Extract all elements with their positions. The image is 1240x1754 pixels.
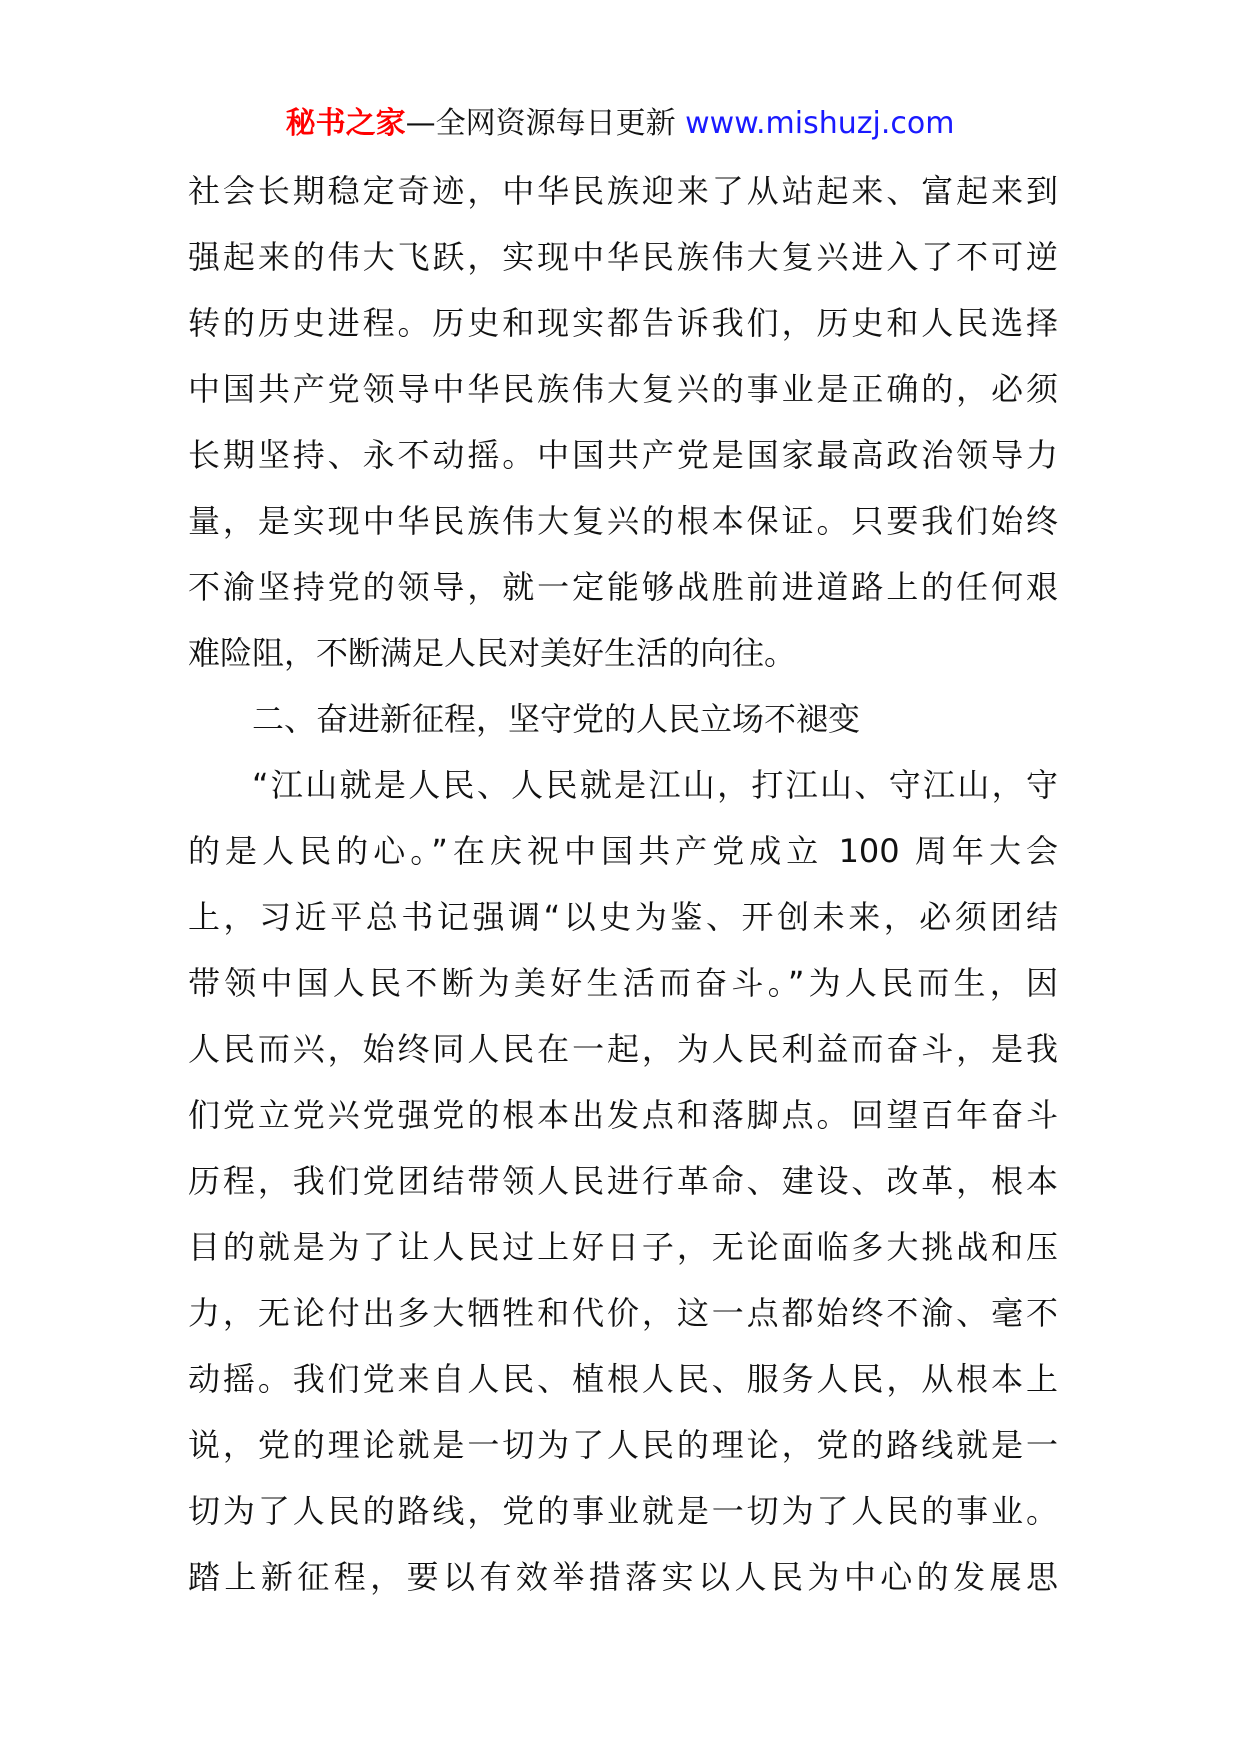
body-line: 带领中国人民不断为美好生活而奋斗。”为人民而生，因 xyxy=(188,964,1058,1002)
body-line: 踏上新征程，要以有效举措落实以人民为中心的发展思 xyxy=(188,1558,1058,1596)
body-line: 量，是实现中华民族伟大复兴的根本保证。只要我们始终 xyxy=(188,502,1058,540)
body-line: 社会长期稳定奇迹，中华民族迎来了从站起来、富起来到 xyxy=(188,172,1058,210)
body-line: 切为了人民的路线，党的事业就是一切为了人民的事业。 xyxy=(188,1492,1058,1530)
body-line: “江山就是人民、人民就是江山，打江山、守江山，守 xyxy=(252,766,1058,804)
body-line: 力，无论付出多大牺牲和代价，这一点都始终不渝、毫不 xyxy=(188,1294,1058,1332)
body-line: 历程，我们党团结带领人民进行革命、建设、改革，根本 xyxy=(188,1162,1058,1200)
body-line: 动摇。我们党来自人民、植根人民、服务人民，从根本上 xyxy=(188,1360,1058,1398)
body-line: 们党立党兴党强党的根本出发点和落脚点。回望百年奋斗 xyxy=(188,1096,1058,1134)
header-url-link[interactable]: www.mishuzj.com xyxy=(685,106,955,141)
header-tagline: —全网资源每日更新 xyxy=(405,106,676,141)
body-line: 中国共产党领导中华民族伟大复兴的事业是正确的，必须 xyxy=(188,370,1058,408)
body-line: 不渝坚持党的领导，就一定能够战胜前进道路上的任何艰 xyxy=(188,568,1058,606)
body-line: 人民而兴，始终同人民在一起，为人民利益而奋斗，是我 xyxy=(188,1030,1058,1068)
body-line: 强起来的伟大飞跃，实现中华民族伟大复兴进入了不可逆 xyxy=(188,238,1058,276)
body-line: 的是人民的心。”在庆祝中国共产党成立 100 周年大会 xyxy=(188,832,1058,870)
body-line: 长期坚持、永不动摇。中国共产党是国家最高政治领导力 xyxy=(188,436,1058,474)
header-brand: 秘书之家 xyxy=(285,106,406,141)
body-line: 难险阻，不断满足人民对美好生活的向往。 xyxy=(188,634,797,672)
document-body xyxy=(188,158,1058,1610)
page-header xyxy=(0,104,1240,144)
section-heading: 二、奋进新征程，坚守党的人民立场不褪变 xyxy=(252,700,861,738)
body-line: 上，习近平总书记强调“以史为鉴、开创未来，必须团结 xyxy=(188,898,1058,936)
body-line: 转的历史进程。历史和现实都告诉我们，历史和人民选择 xyxy=(188,304,1058,342)
body-line: 目的就是为了让人民过上好日子，无论面临多大挑战和压 xyxy=(188,1228,1058,1266)
body-line: 说，党的理论就是一切为了人民的理论，党的路线就是一 xyxy=(188,1426,1058,1464)
